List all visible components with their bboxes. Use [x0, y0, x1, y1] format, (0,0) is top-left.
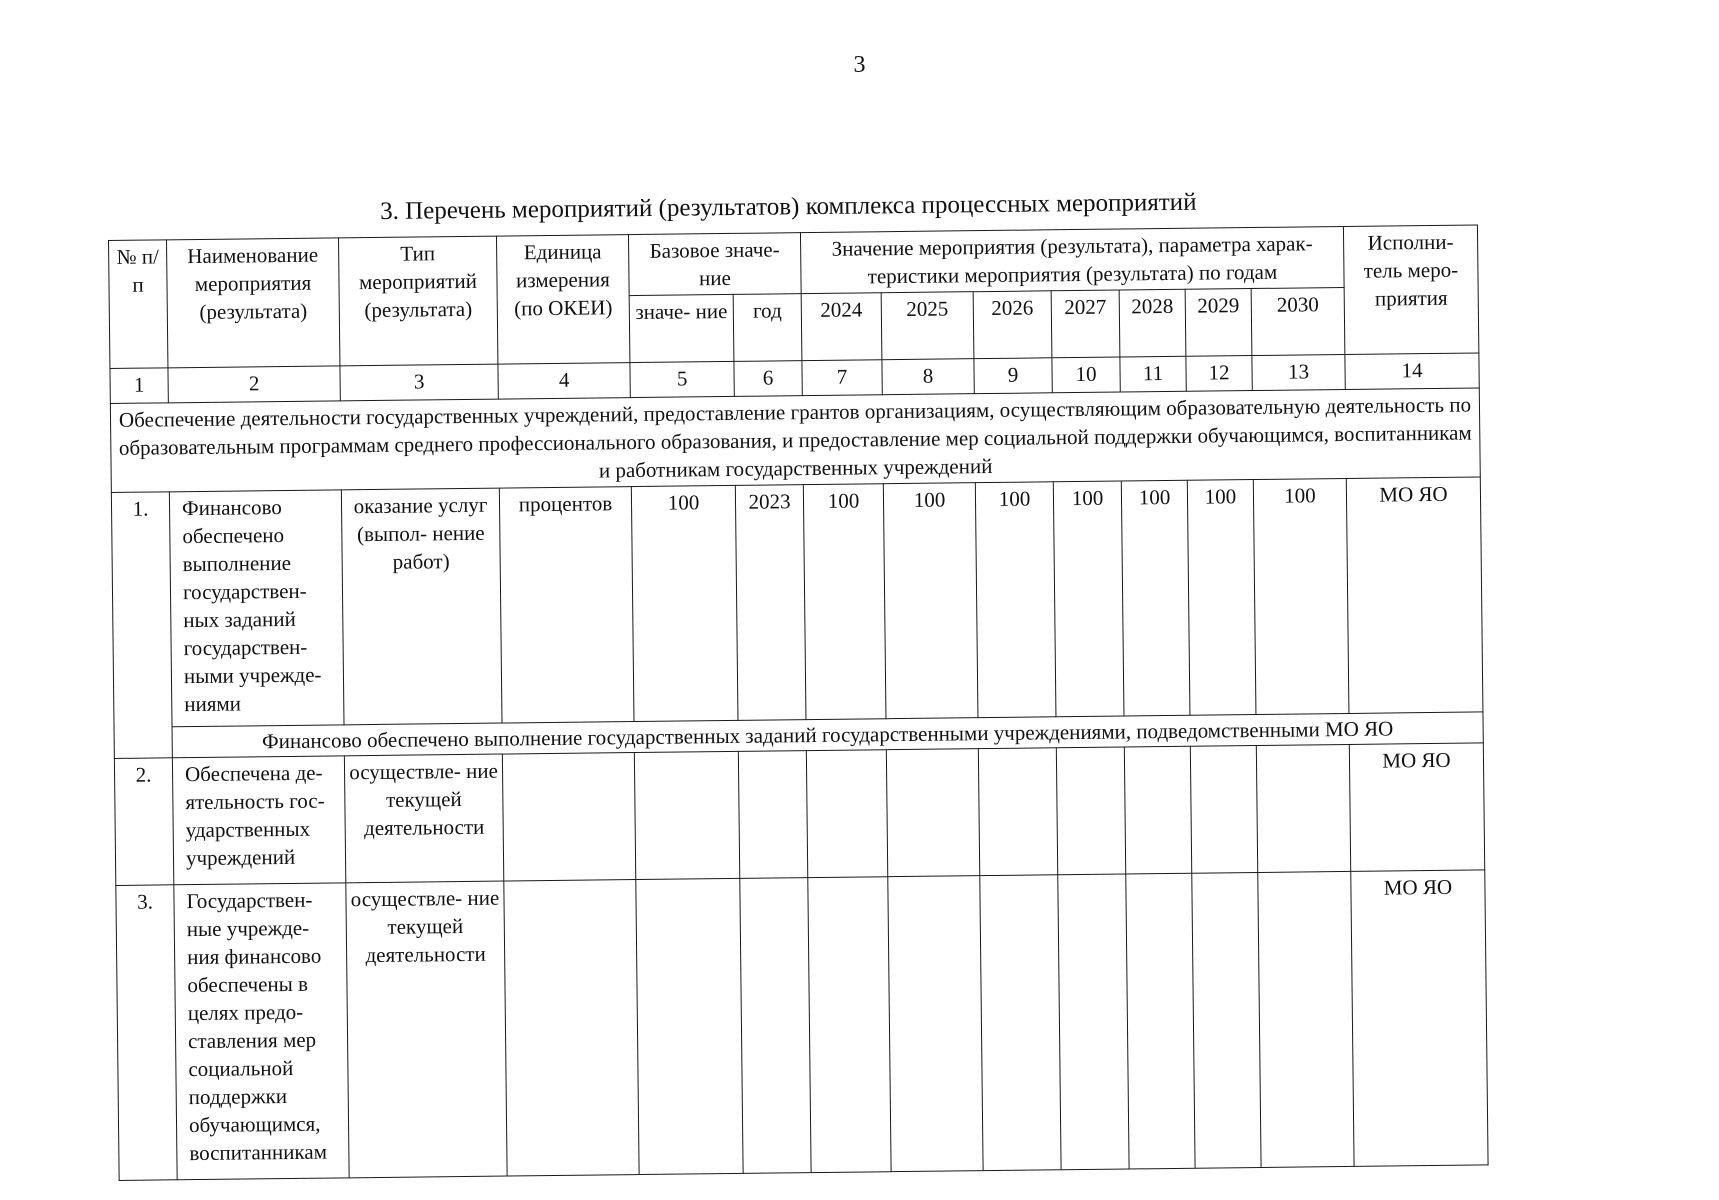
row-type: осуществле- ние текущей деятельности	[344, 754, 503, 883]
row-value-2025	[888, 876, 983, 1172]
row-name: Государствен- ные учрежде- ния финансово обеспечены в целях предо- ставления мер социальной поддержки обучающимся, воспитанникам	[174, 883, 349, 1180]
column-number: 7	[802, 360, 882, 396]
row-value-2024: 100	[803, 484, 886, 720]
column-number: 9	[974, 358, 1052, 394]
column-number: 8	[882, 359, 974, 395]
header-year-2027: 2027	[1051, 290, 1120, 358]
row-value-2026	[980, 875, 1061, 1171]
header-year-2025: 2025	[881, 292, 974, 360]
column-number: 14	[1345, 353, 1479, 390]
row-executor: МО ЯО	[1349, 743, 1484, 872]
row-unit: процентов	[499, 487, 634, 723]
table-row	[114, 743, 1484, 886]
row-value-2030	[1256, 744, 1350, 872]
column-number: 6	[734, 361, 802, 397]
header-unit: Единица измерения (по ОКЕИ)	[496, 235, 629, 364]
header-type: Тип мероприятий (результата)	[338, 236, 497, 366]
row-value-2029	[1190, 746, 1257, 874]
row-value-2029	[1192, 872, 1261, 1168]
row-base-value	[636, 878, 743, 1174]
row-value-2025: 100	[883, 483, 978, 719]
header-name: Наименование мероприятия (результата)	[167, 238, 340, 368]
column-number: 12	[1186, 356, 1252, 392]
row-value-2028: 100	[1121, 480, 1190, 716]
row-unit	[504, 880, 639, 1176]
row-number: 2.	[114, 758, 173, 886]
row-number: 3.	[116, 885, 177, 1181]
row-name: Обеспечена де- ятельность гос- ударственных учреждений	[172, 756, 345, 885]
row-executor: МО ЯО	[1351, 870, 1488, 1167]
header-year-2028: 2028	[1119, 289, 1186, 357]
row-value-2024	[808, 877, 891, 1173]
activities-table-wrapper	[108, 224, 1489, 1180]
header-year-2026: 2026	[973, 291, 1052, 359]
row-base-year: 2023	[735, 485, 806, 721]
row-executor: МО ЯО	[1346, 477, 1483, 714]
page-number: 3	[853, 52, 866, 78]
header-values-group: Значение мероприятия (результата), параметра харак- теристики мероприятия (результата) по годам	[800, 226, 1344, 293]
row-base-value: 100	[631, 485, 738, 721]
row-base-year	[738, 751, 807, 879]
column-number: 2	[168, 366, 340, 403]
column-number: 3	[340, 364, 498, 401]
row-subtext: Финансово обеспечено выполнение государственных заданий государственными учреждениями, подведомственными МО ЯО	[172, 712, 1483, 758]
header-base-group: Базовое значе- ние	[628, 233, 801, 296]
header-base-year: год	[733, 294, 802, 362]
column-number: 4	[498, 363, 630, 399]
section-heading-row	[110, 388, 1480, 493]
section-heading: Обеспечение деятельности государственных учреждений, предоставление грантов организациям, осуществляющим образовательную деятельность по образовательным программам среднего профессионального образования, и предоставление мер социальной поддержки обучающимся, воспитанникам и работникам государственных учреждений	[110, 388, 1480, 493]
header-num: № п/п	[109, 240, 168, 369]
section-title: 3. Перечень мероприятий (результатов) комплекса процессных мероприятий	[380, 188, 1197, 225]
column-number: 10	[1052, 357, 1120, 393]
header-year-2030: 2030	[1251, 287, 1345, 355]
row-type: осуществле- ние текущей деятельности	[346, 881, 507, 1178]
activities-table	[108, 224, 1489, 1180]
row-value-2027	[1056, 747, 1125, 875]
row-name: Финансово обеспечено выполнение государствен- ных заданий государствен- ными учрежде- ниями	[169, 490, 344, 727]
header-executor: Исполни- тель меро- приятия	[1343, 225, 1478, 355]
row-base-year	[740, 878, 811, 1174]
header-base-value: значе- ние	[629, 294, 734, 362]
row-base-value	[634, 751, 739, 879]
row-value-2027	[1058, 874, 1129, 1170]
header-year-2029: 2029	[1185, 289, 1252, 357]
column-number: 5	[630, 361, 734, 397]
row-value-2030	[1258, 871, 1354, 1167]
row-value-2030: 100	[1253, 478, 1349, 714]
header-year-2024: 2024	[801, 293, 882, 361]
row-value-2025	[886, 749, 979, 877]
table-row	[111, 477, 1483, 728]
row-value-2027: 100	[1053, 481, 1124, 717]
column-number: 1	[110, 368, 168, 404]
row-type: оказание услуг (выпол- нение работ)	[341, 488, 502, 725]
row-value-2026	[978, 748, 1057, 876]
row-value-2028	[1124, 746, 1191, 874]
column-number: 11	[1120, 356, 1186, 392]
row-value-2029: 100	[1187, 480, 1256, 716]
row-value-2026: 100	[975, 482, 1056, 718]
row-value-2028	[1126, 873, 1195, 1169]
row-number: 1.	[111, 492, 172, 759]
row-unit	[502, 753, 635, 881]
column-number: 13	[1252, 354, 1345, 390]
row-value-2024	[806, 750, 887, 878]
table-row	[116, 870, 1488, 1181]
